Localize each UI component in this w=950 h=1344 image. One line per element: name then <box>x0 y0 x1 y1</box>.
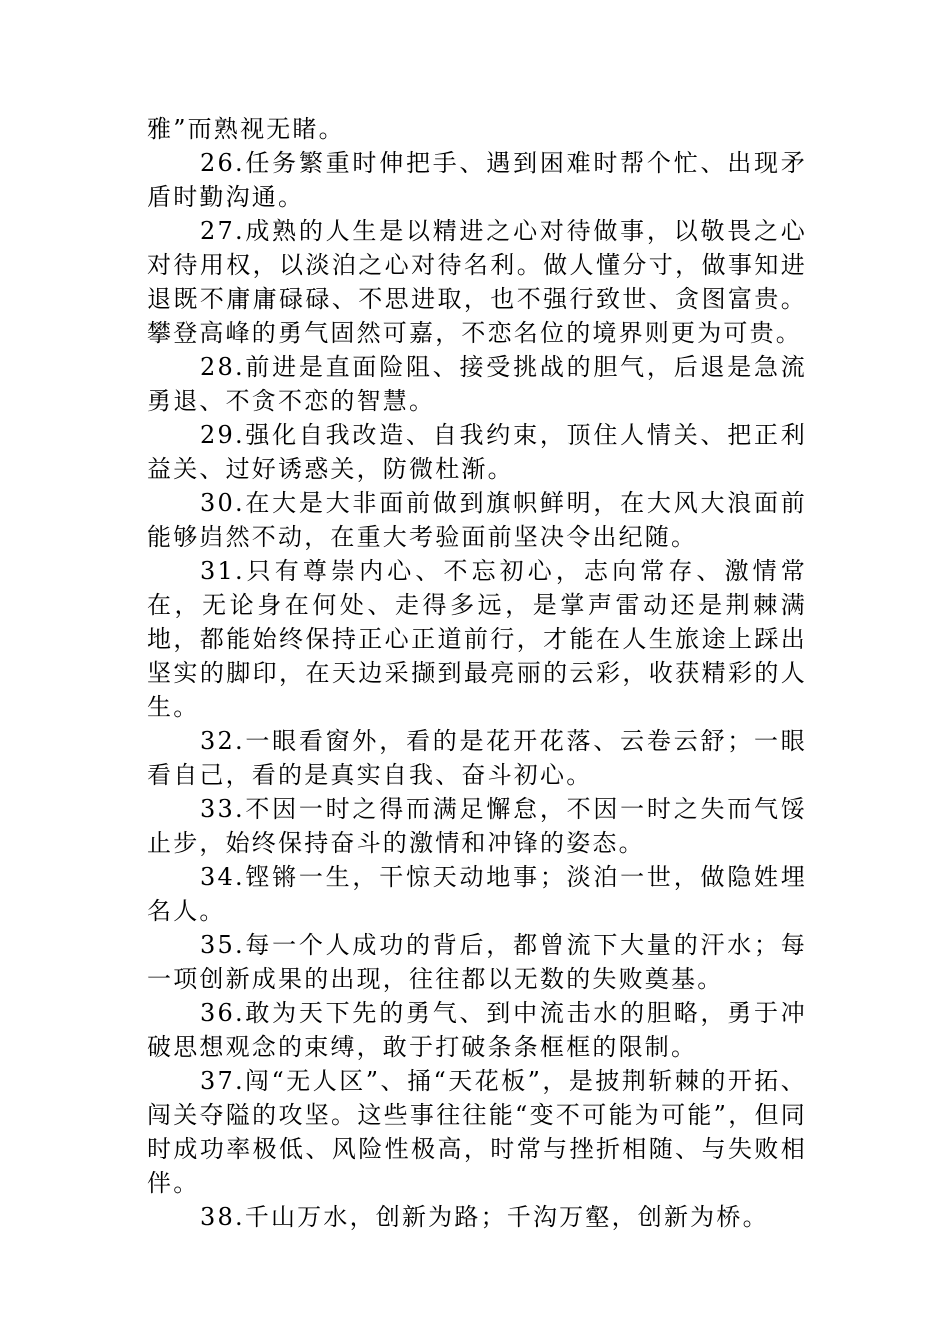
paragraph-37: 37.闯“无人区”、捅“天花板”，是披荆斩棘的开拓、闯关夺隘的攻坚。这些事往往能“变不可能为可能”，但同时成功率极低、风险性极高，时常与挫折相随、与失败相伴。 <box>147 1067 807 1197</box>
paragraph-38: 38.千山万水，创新为路；千沟万壑，创新为桥。 <box>200 1203 769 1231</box>
paragraph-33: 33.不因一时之得而满足懈怠，不因一时之失而气馁止步，始终保持奋斗的激情和冲锋的姿态。 <box>147 795 807 857</box>
document-body <box>147 112 807 1234</box>
paragraph-continuation: 雅”而熟视无睹。 <box>147 115 345 143</box>
paragraph-29: 29.强化自我改造、自我约束，顶住人情关、把正利益关、过好诱惑关，防微杜渐。 <box>147 421 807 483</box>
paragraph-31: 31.只有尊崇内心、不忘初心，志向常存、激情常在，无论身在何处、走得多远，是掌声雷动还是荆棘满地，都能始终保持正心正道前行，才能在人生旅途上踩出坚实的脚印，在天边采撷到最亮丽的云彩，收获精彩的人生。 <box>147 557 807 721</box>
paragraph-32: 32.一眼看窗外，看的是花开花落、云卷云舒；一眼看自己，看的是真实自我、奋斗初心。 <box>147 727 807 789</box>
paragraph-28: 28.前进是直面险阻、接受挑战的胆气，后退是急流勇退、不贪不恋的智慧。 <box>147 353 807 415</box>
paragraph-34: 34.铿锵一生，干惊天动地事；淡泊一世，做隐姓埋名人。 <box>147 863 807 925</box>
paragraph-26: 26.任务繁重时伸把手、遇到困难时帮个忙、出现矛盾时勤沟通。 <box>147 149 807 211</box>
paragraph-36: 36.敢为天下先的勇气、到中流击水的胆略，勇于冲破思想观念的束缚，敢于打破条条框框的限制。 <box>147 999 807 1061</box>
paragraph-35: 35.每一个人成功的背后，都曾流下大量的汗水；每一项创新成果的出现，往往都以无数的失败奠基。 <box>147 931 807 993</box>
paragraph-27: 27.成熟的人生是以精进之心对待做事，以敬畏之心对待用权，以淡泊之心对待名利。做人懂分寸，做事知进退既不庸庸碌碌、不思进取，也不强行致世、贪图富贵。攀登高峰的勇气固然可嘉，不恋名位的境界则更为可贵。 <box>147 217 807 347</box>
paragraph-30: 30.在大是大非面前做到旗帜鲜明，在大风大浪面前能够岿然不动，在重大考验面前坚决令出纪随。 <box>147 489 807 551</box>
